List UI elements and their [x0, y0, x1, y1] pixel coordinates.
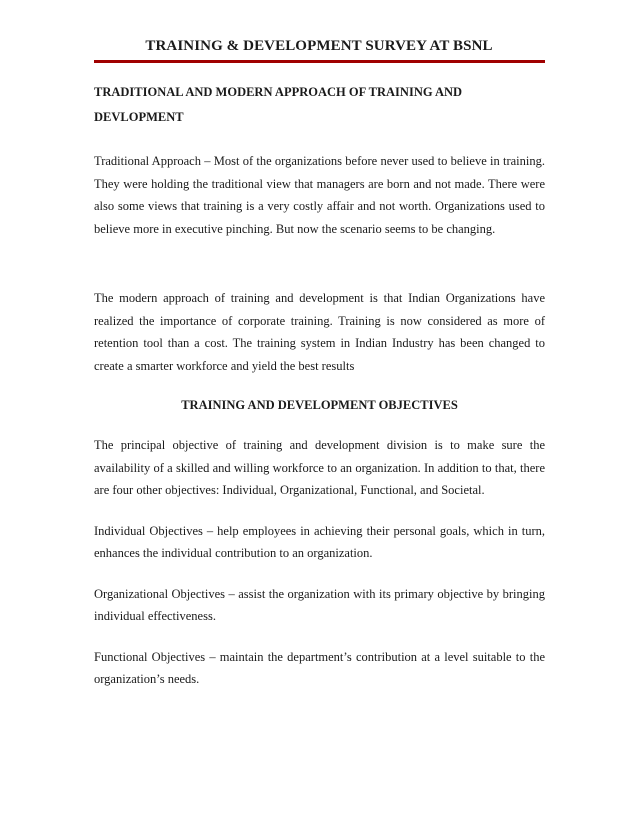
paragraph-traditional-approach: Traditional Approach – Most of the organizations before never used to believe in training. They were holding the traditional view that managers are born and not made. There were also some views that training is a very costly affair and not worth. Organizations used to believe more in executive pinching. But now the scenario seems to be changing. — [94, 154, 545, 236]
section-heading-objectives: TRAINING AND DEVELOPMENT OBJECTIVES — [181, 398, 458, 412]
page-body — [94, 82, 545, 691]
paragraph-functional-objectives: Functional Objectives – maintain the department’s contribution at a level suitable to the organization’s needs. — [94, 649, 545, 686]
paragraph-principal-objective: The principal objective of training and development division is to make sure the availability of a skilled and willing workforce to an organization. In addition to that, there are four other objectives: Individual, Organizational, Functional, and Societal. — [94, 438, 545, 497]
paragraph-modern-approach: The modern approach of training and development is that Indian Organizations have realized the importance of corporate training. Training is now considered as more of retention tool than a cost. The training system in Indian Industry has been changed to create a smarter workforce and yield the best results — [94, 291, 545, 373]
paragraph-individual-objectives: Individual Objectives – help employees in achieving their personal goals, which in turn, enhances the individual contribution to an organization. — [94, 523, 545, 560]
header-divider — [94, 60, 545, 63]
section-heading-approach-line2: DEVLOPMENT — [94, 110, 184, 124]
page-header-title: TRAINING & DEVELOPMENT SURVEY AT BSNL — [145, 38, 493, 54]
paragraph-organizational-objectives: Organizational Objectives – assist the organization with its primary objective by bringing individual effectiveness. — [94, 586, 545, 623]
section-heading-approach-line1: TRADITIONAL AND MODERN APPROACH OF TRAINING AND — [94, 85, 463, 99]
